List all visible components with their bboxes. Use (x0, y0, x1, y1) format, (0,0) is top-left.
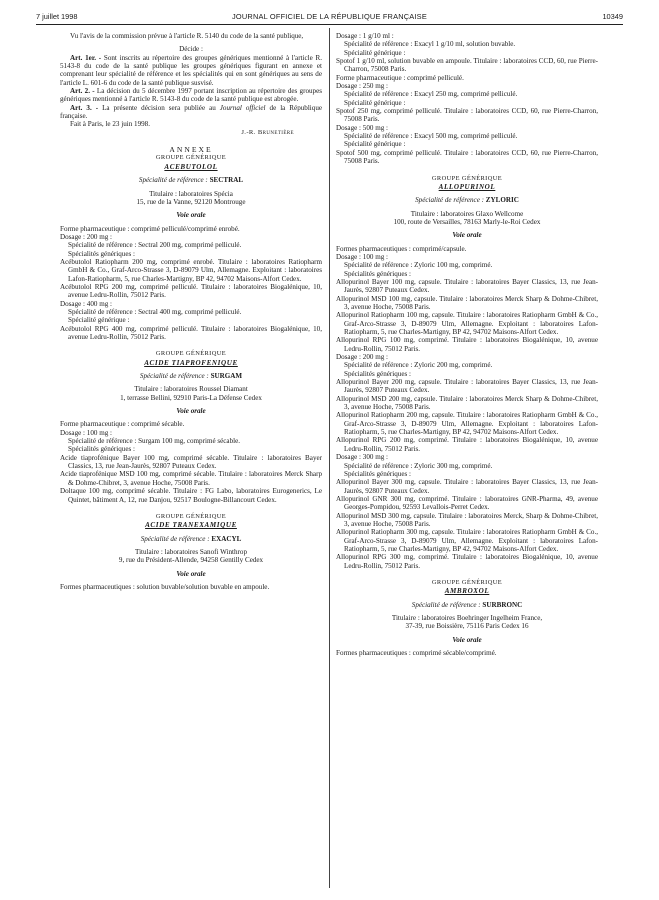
list-item: Allopurinol MSD 300 mg, capsule. Titulaire : laboratoires Merck, Sharp & Dohme-Chibret, 3, avenue Hoche, 75008 Paris. (336, 511, 598, 528)
reference-label: Spécialité de référence : (415, 196, 484, 205)
reference-name: SURGAM (210, 372, 243, 381)
list-item: Doltaque 100 mg, comprimé sécable. Titulaire : FG Labo, laboratoires Eurogenerics, Le Quintet, bâtiment A, 12, rue Danjou, 92517 Boulogne-Billancourt Cedex. (60, 487, 322, 504)
list-item: Spécialité de référence : Exacyl 250 mg, comprimé pelliculé. (344, 90, 518, 99)
article-3-text-b: de la République française. (60, 103, 323, 121)
titulaire-line: Titulaire : laboratoires Sanofi Winthrop (134, 547, 248, 556)
reference-label: Spécialité de référence : (139, 372, 209, 381)
groupe-label: GROUPE GÉNÉRIQUE (431, 578, 503, 586)
list-item: Spécialité de référence : Exacyl 1 g/10 ml, solution buvable. (344, 40, 516, 49)
reference-label: Spécialité de référence : (411, 600, 481, 609)
list-item: Dosage : 100 mg : (60, 428, 113, 437)
list-item: Allopurinol RPG 100 mg, comprimé. Titulaire : laboratoires Biogalénique, 10, avenue Ledru-Rollin, 75012 Paris. (336, 336, 598, 353)
list-item: Allopurinol RPG 300 mg, comprimé. Titulaire : laboratoires Biogalénique, 10, avenue Ledru-Rollin, 75012 Paris. (336, 553, 598, 570)
list-item: Forme pharmaceutique : comprimé sécable. (60, 420, 185, 429)
list-item: Spotof 250 mg, comprimé pelliculé. Titulaire : laboratoires CCD, 60, rue Pierre-Charron, 75008 Paris. (336, 107, 598, 124)
article-1-label: Art. 1er. - (70, 53, 102, 62)
voie-label: Voie orale (176, 569, 206, 578)
groupe-acebutolol (60, 154, 322, 341)
signature: J.-R. Brunetière (241, 128, 294, 136)
fait-line: Fait à Paris, le 23 juin 1998. (70, 120, 150, 129)
list-item: Spotof 500 mg, comprimé pelliculé. Titulaire : laboratoires CCD, 60, rue Pierre-Charron, 75008 Paris. (336, 148, 598, 166)
list-item: Spécialité de référence : Zyloric 300 mg, comprimé. (344, 461, 493, 470)
titulaire-address: 37-39, rue Boissière, 75116 Paris Cedex 16 (405, 622, 529, 631)
reference-line (60, 372, 322, 380)
article-3-text-a: La présente décision sera publiée au (102, 103, 220, 112)
list-item: Acébutolol RPG 200 mg, comprimé pelliculé. Titulaire : laboratoires Biogalénique, 10, avenue Ledru-Rollin, 75012 Paris. (60, 282, 322, 300)
header-date: 7 juillet 1998 (36, 12, 78, 21)
column-divider (329, 28, 330, 888)
list-item: Forme pharmaceutique : comprimé pelliculé. (336, 73, 464, 82)
article-2-label: Art. 2. - (70, 87, 95, 96)
list-item: Acide tiaprofénique Bayer 100 mg, comprimé sécable. Titulaire : laboratoires Bayer Classics, 13, rue Jean-Jaurès, 92807 Puteaux Cedex. (60, 453, 322, 471)
annexe-title: ANNEXE (169, 145, 213, 155)
article-3 (60, 104, 322, 121)
reference-line (336, 196, 598, 204)
titulaire-address: 15, rue de la Vanne, 92120 Montrouge (136, 197, 246, 206)
list-item: Dosage : 100 mg : (336, 252, 389, 261)
list-item: Acébutolol Ratiopharm 200 mg, comprimé enrobé. Titulaire : laboratoires Ratiopharm GmbH & Co., Graf-Arco-Strasse 3, D-89079 Ulm, Allemagne. Exploitant : laboratoires Lafon-Ratiopharm, 5, rue Charles-Martigny, BP 42, 94702 Maisons-Alfort Cedex. (60, 257, 322, 283)
list-item: Allopurinol Bayer 200 mg, capsule. Titulaire : laboratoires Bayer Classics, 13, rue Jean-Jaurès, 92807 Puteaux Cedex. (336, 378, 598, 395)
header-page-number: 10349 (602, 12, 623, 21)
titulaire-address: 9, rue du Président-Allende, 94258 Gentilly Cedex (118, 556, 264, 565)
list-item: Dosage : 200 mg : (336, 353, 389, 362)
list-item: Spécialité générique : (344, 48, 406, 57)
reference-line (336, 601, 598, 609)
list-item: Formes pharmaceutiques : comprimé/capsule. (336, 244, 467, 253)
list-item: Dosage : 1 g/10 ml : (336, 32, 394, 40)
drug-name: ACIDE TRANEXAMIQUE (145, 521, 237, 530)
titulaire-line: Titulaire : laboratoires Spécia (149, 189, 233, 198)
list-item: Spécialités génériques : (344, 269, 411, 278)
list-item: Spécialités génériques : (344, 369, 411, 378)
list-item: Spécialités génériques : (344, 469, 411, 478)
article-1-text: Sont inscrits au répertoire des groupes génériques mentionné à l'article R. 5143-8 du code de la santé publique les groupes génériques figurant en annexe et comprenant leur spécialité de référence et les spécialités qui en sont génériques au sens de l'article L. 601-6 du code de la santé publique susvisé. (60, 53, 322, 87)
reference-label: Spécialité de référence : (138, 176, 208, 185)
list-item: Spécialités génériques : (68, 445, 135, 454)
groupe-acide-tranexamique-continued (336, 32, 598, 166)
titulaire-address: 100, route de Versailles, 78163 Marly-le-Roi Cedex (393, 217, 541, 226)
journal-officiel-ref: Journal officiel (219, 103, 266, 112)
list-item: Allopurinol Bayer 100 mg, capsule. Titulaire : laboratoires Bayer Classics, 13, rue Jean-Jaurès, 92807 Puteaux Cedex. (336, 277, 598, 295)
titulaire-line: Titulaire : laboratoires Glaxo Wellcome (410, 209, 524, 218)
left-column (60, 32, 322, 591)
groupe-allopurinol (336, 175, 598, 570)
reference-label: Spécialité de référence : (140, 534, 210, 543)
article-2 (60, 87, 322, 104)
reference-name: SECTRAL (209, 176, 244, 185)
drug-name: AMBROXOL (444, 587, 490, 596)
reference-name: SURBRONC (482, 600, 523, 609)
reference-line (60, 176, 322, 184)
voie-label: Voie orale (452, 635, 482, 644)
list-item: Acide tiaprofénique MSD 100 mg, comprimé sécable. Titulaire : laboratoires Merck Sharp & Dohme-Chibret, 3, avenue Hoche, 75008 Paris. (60, 470, 322, 487)
groupe-ambroxol (336, 579, 598, 657)
list-item: Spécialités génériques : (68, 249, 135, 258)
list-item: Allopurinol Ratiopharm 100 mg, capsule. Titulaire : laboratoires Ratiopharm GmbH & Co., Graf-Arco-Strasse 3, D-89079 Ulm, Allemagne. Exploitant : laboratoires Lafon-Ratiopharm, 5, rue Charles-Martigny, BP 42, 94702 Maisons-Alfort Cedex. (336, 311, 598, 336)
groupe-acide-tiaprofenique (60, 350, 322, 504)
article-1 (60, 54, 322, 87)
groupe-label: GROUPE GÉNÉRIQUE (155, 350, 227, 358)
groupe-label: GROUPE GÉNÉRIQUE (155, 154, 227, 162)
list-item: Acébutolol RPG 400 mg, comprimé pelliculé. Titulaire : laboratoires Biogalénique, 10, avenue Ledru-Rollin, 75012 Paris. (60, 324, 322, 341)
voie-label: Voie orale (452, 231, 482, 240)
list-item: Formes pharmaceutiques : solution buvable/solution buvable en ampoule. (60, 582, 270, 591)
list-item: Allopurinol Bayer 300 mg, capsule. Titulaire : laboratoires Bayer Classics, 13, rue Jean-Jaurès, 92807 Puteaux Cedex. (336, 478, 598, 495)
list-item: Spécialité de référence : Surgam 100 mg, comprimé sécable. (68, 437, 241, 446)
voie-label: Voie orale (176, 407, 206, 416)
list-item: Allopurinol Ratiopharm 200 mg, capsule. Titulaire : laboratoires Ratiopharm GmbH & Co., Graf-Arco-Strasse 3, D-89079 Ulm, Allemagne. Exploitant : laboratoires Lafon-Ratiopharm, 5, rue Charles-Martigny, BP 42, 94702 Maisons-Alfort Cedex. (336, 411, 598, 437)
header-title: JOURNAL OFFICIEL DE LA RÉPUBLIQUE FRANÇAISE (232, 12, 427, 21)
titulaire-line: Titulaire : laboratoires Boehringer Ingelheim France, (391, 614, 543, 622)
drug-name: ALLOPURINOL (438, 182, 496, 191)
vu-paragraph: Vu l'avis de la commission prévue à l'article R. 5140 du code de la santé publique, (70, 32, 304, 40)
list-item: Spécialité de référence : Sectral 400 mg, comprimé pelliculé. (68, 307, 242, 316)
reference-name: ZYLORIC (485, 196, 519, 205)
groupe-label: GROUPE GÉNÉRIQUE (431, 174, 503, 182)
article-3-label: Art. 3. - (70, 103, 99, 112)
right-column (336, 32, 598, 657)
list-item: Spécialité de référence : Sectral 200 mg, comprimé pelliculé. (68, 241, 242, 250)
list-item: Spécialité générique : (68, 316, 130, 325)
list-item: Allopurinol GNR 300 mg, comprimé. Titulaire : laboratoires GNR-Pharma, 49, avenue Georges-Pompidou, 92593 Levallois-Perret Cedex. (336, 494, 598, 512)
groupe-acide-tranexamique (60, 513, 322, 591)
list-item: Spotof 1 g/10 ml, solution buvable en ampoule. Titulaire : laboratoires CCD, 60, rue Pierre-Charron, 75008 Paris. (336, 57, 598, 74)
reference-line (60, 535, 322, 543)
header-rule (36, 24, 623, 25)
list-item: Spécialité générique : (344, 140, 406, 149)
voie-label: Voie orale (176, 211, 206, 220)
list-item: Spécialité de référence : Exacyl 500 mg, comprimé pelliculé. (344, 132, 518, 141)
list-item: Formes pharmaceutiques : comprimé sécable/comprimé. (336, 649, 497, 658)
article-2-text: La décision du 5 décembre 1997 portant inscription au répertoire des groupes génériques mentionné à l'article R. 5143-8 du code de la santé publique est abrogée. (60, 87, 323, 104)
titulaire-line: Titulaire : laboratoires Roussel Diamant (134, 385, 248, 394)
list-item: Dosage : 300 mg : (336, 453, 389, 462)
list-item: Dosage : 500 mg : (336, 123, 389, 132)
list-item: Spécialité de référence : Zyloric 200 mg, comprimé. (344, 361, 493, 370)
list-item: Spécialité générique : (344, 98, 406, 107)
list-item: Dosage : 400 mg : (60, 299, 113, 308)
list-item: Allopurinol MSD 200 mg, capsule. Titulaire : laboratoires Merck Sharp & Dohme-Chibret, 3, avenue Hoche, 75008 Paris. (336, 394, 598, 412)
list-item: Forme pharmaceutique : comprimé pelliculé/comprimé enrobé. (60, 224, 240, 233)
groupe-label: GROUPE GÉNÉRIQUE (155, 512, 227, 520)
list-item: Spécialité de référence : Zyloric 100 mg, comprimé. (344, 261, 493, 270)
list-item: Dosage : 200 mg : (60, 232, 113, 241)
drug-name: ACEBUTOLOL (164, 162, 218, 171)
list-item: Allopurinol MSD 100 mg, capsule. Titulaire : laboratoires Merck Sharp & Dohme-Chibret, 3, avenue Hoche, 75008 Paris. (336, 294, 598, 311)
list-item: Allopurinol Ratiopharm 300 mg, capsule. Titulaire : laboratoires Ratiopharm GmbH & Co., Graf-Arco-Strasse 3, D-89079 Ulm, Allemagne. Exploitant : laboratoires Lafon-Ratiopharm, 5, rue Charles-Martigny, BP 42, 94702 Maisons-Alfort Cedex. (336, 528, 598, 553)
decide-line: Décide : (179, 45, 203, 54)
titulaire-address: 1, terrasse Bellini, 92910 Paris-La Défense Cedex (120, 393, 262, 402)
reference-name: EXACYL (211, 534, 242, 543)
drug-name: ACIDE TIAPROFENIQUE (144, 358, 238, 367)
list-item: Dosage : 250 mg : (336, 82, 389, 91)
list-item: Allopurinol RPG 200 mg, comprimé. Titulaire : laboratoires Biogalénique, 10, avenue Ledru-Rollin, 75012 Paris. (336, 436, 598, 453)
page-header (36, 12, 623, 24)
